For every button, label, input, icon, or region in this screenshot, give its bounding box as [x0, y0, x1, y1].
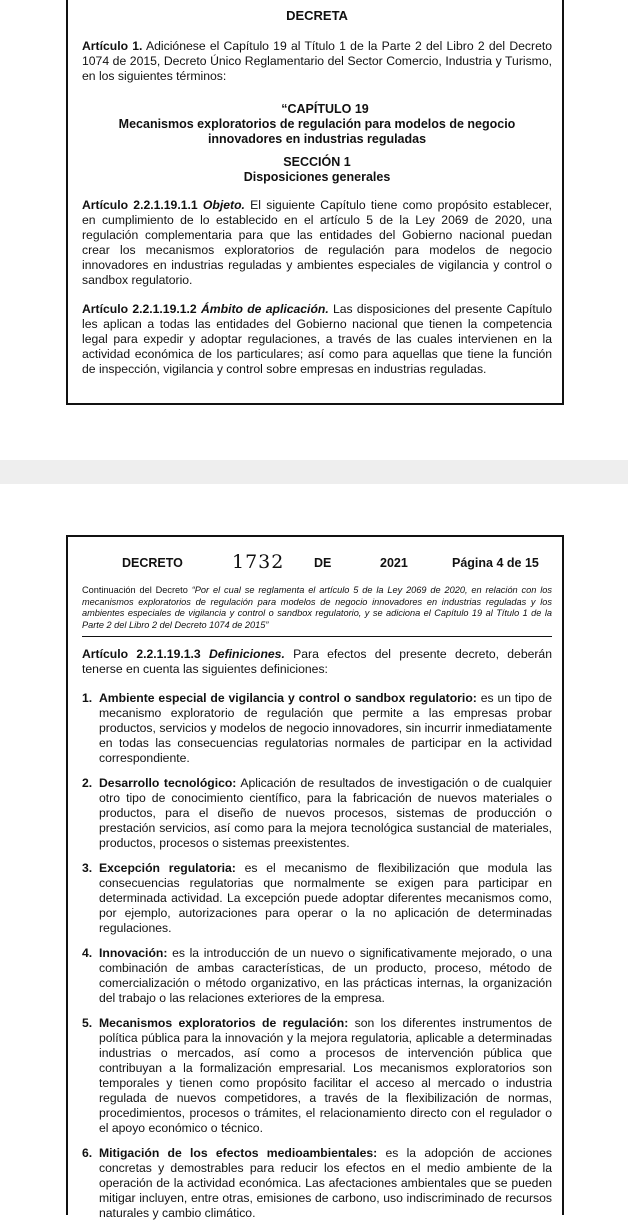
article-1: [82, 39, 552, 84]
article-ambito-text: Las disposiciones del presente Capítulo les aplican a todas las entidades del Gobierno nacional que tienen la competencia legal para expedir y adoptar regulaciones, a través de las cuales intervienen en la actividad económica de los particulares; así como para aquellas que tiene la función de inspección, vigilancia y control sobre empresas en industrias reguladas.: [82, 302, 552, 376]
list-item: [82, 946, 552, 1006]
section-title: SECCIÓN 1: [283, 155, 351, 169]
header-number: 1732: [232, 551, 285, 573]
definition-text: es la introducción de un nuevo o significativamente mejorado, o una combinación de ambas características, de un producto, proceso, método de comercialización o método organizativo, en las prácticas internas, la organización del trabajo o las relaciones exteriores de la empresa.: [99, 946, 552, 1005]
list-item-body: [99, 691, 552, 766]
header-year: 2021: [380, 556, 408, 570]
header-de: DE: [314, 556, 332, 570]
chapter-subtitle: Mecanismos exploratorios de regulación para modelos de negocio innovadores en industrias reguladas: [118, 117, 516, 146]
definition-term: Mecanismos exploratorios de regulación:: [99, 1016, 349, 1030]
article-definiciones-number: Artículo 2.2.1.19.1.3: [82, 647, 201, 661]
page1-content: [82, 8, 552, 377]
document-page-2: [66, 535, 564, 1220]
header-rule: [82, 636, 552, 637]
definition-text: es la adopción de acciones concretas y demostrables para reducir los efectos en el medio ambiente de la operación de la actividad económica. Las afectaciones ambientales que se pueden mitigar incluyen, entre otras, emisiones de carbono, uso indiscriminado de recursos naturales y cambio climático.: [99, 1146, 552, 1220]
chapter-title: “CAPÍTULO 19: [281, 102, 369, 116]
definition-text: es un tipo de mecanismo exploratorio de regulación que permite a las empresas probar productos, servicios y modelos de negocio innovadores, sin incurrir inmediatamente en todas las consecuencias regulatorias normales de participar en la actividad correspondiente.: [99, 691, 553, 765]
definition-term: Mitigación de los efectos medioambientales:: [99, 1146, 378, 1160]
list-item-number: 6.: [82, 1146, 93, 1160]
definition-term: Desarrollo tecnológico:: [99, 776, 237, 790]
list-item-body: [99, 1016, 552, 1136]
list-item: [82, 1146, 552, 1221]
page2-content: [82, 647, 552, 1231]
definition-term: Excepción regulatoria:: [99, 861, 236, 875]
list-item-number: 5.: [82, 1016, 93, 1030]
decreta-heading: DECRETA: [286, 8, 348, 23]
article-1-text: Adiciónese el Capítulo 19 al Título 1 de la Parte 2 del Libro 2 del Decreto 1074 de 2015, Decreto Único Reglamentario del Sector Comercio, Industria y Turismo, en los siguientes términos:: [82, 39, 553, 83]
list-item-body: [99, 946, 552, 1006]
document-page-1: [66, 0, 564, 405]
definition-term: Innovación:: [99, 946, 168, 960]
header-decreto: DECRETO: [122, 556, 183, 570]
article-objeto: [82, 198, 552, 288]
page-gap: [0, 460, 628, 484]
article-definiciones: [82, 647, 552, 677]
article-ambito-name: Ámbito de aplicación.: [200, 302, 329, 316]
list-item-body: [99, 1146, 552, 1221]
article-objeto-number: Artículo 2.2.1.19.1.1: [82, 198, 198, 212]
list-item-number: 3.: [82, 861, 93, 875]
article-1-label: Artículo 1.: [82, 39, 143, 53]
article-objeto-text: El siguiente Capítulo tiene como propósito establecer, en cumplimiento de lo establecido en el artículo 5 de la Ley 2069 de 2020, una regulación complementaria para que las entidades del Gobierno nacional puedan crear los mecanismos exploratorios de regulación para modelos de negocio innovadores en industrias reguladas y ambientes especiales de vigilancia y control o sandbox regulatorio.: [82, 198, 552, 287]
list-item-number: 1.: [82, 691, 93, 705]
article-definiciones-text: Para efectos del presente decreto, deberán tenerse en cuenta las siguientes definiciones:: [82, 647, 552, 676]
article-definiciones-name: Definiciones.: [208, 647, 285, 661]
list-item: [82, 1016, 552, 1136]
definition-text: Aplicación de resultados de investigación o de cualquier otro tipo de conocimiento científico, para la fabricación de nuevos materiales o productos, para el diseño de nuevos procesos, sistemas de producción o prestación servicios, así como para la mejora tecnológica sustancial de materiales, productos, procesos o sistemas preexistentes.: [99, 776, 552, 850]
list-item-number: 4.: [82, 946, 93, 960]
continuation-block: [82, 585, 552, 631]
definition-term: Ambiente especial de vigilancia y control o sandbox regulatorio:: [99, 691, 477, 705]
continuation-text: “Por el cual se reglamenta el artículo 5 de la Ley 2069 de 2020, en relación con los mecanismos exploratorios de regulación para modelos de negocio innovadores en industrias reguladas y los ambientes especiales de vigilancia y control o sandbox regulatorio, y se adiciona el Capítulo 19 al Título 1 de la Parte 2 del Libro 2 del Decreto 1074 de 2015”: [82, 585, 552, 630]
list-item-body: [99, 776, 552, 851]
list-item-body: [99, 861, 552, 936]
article-ambito-number: Artículo 2.2.1.19.1.2: [82, 302, 197, 316]
list-item-number: 2.: [82, 776, 93, 790]
list-item: [82, 776, 552, 851]
article-ambito: [82, 302, 552, 377]
continuation-label: Continuación del Decreto: [82, 585, 188, 595]
list-item: [82, 861, 552, 936]
definition-text: es el mecanismo de flexibilización que modula las consecuencias regulatorias que normalmente se exigen para participar en determinada actividad. La excepción puede adoptar diferentes mecanismos como, por ejemplo, autorizaciones para operar o la no aplicación de determinadas regulaciones.: [99, 861, 553, 935]
section-subtitle: Disposiciones generales: [243, 170, 391, 184]
definition-text: son los diferentes instrumentos de política pública para la innovación y la mejora regulatoria, aplicable a determinadas industrias o mercados, así como a procesos de intervención pública que contribuyan a la formalización empresarial. Los mecanismos exploratorios son temporales y tienen como propósito facilitar el acceso al mercado o industria regulada de nuevos competidores, a través de la flexibilización de normas, procedimientos, procesos o trámites, el relacionamiento directo con el regulador o el apoyo económico o técnico.: [99, 1016, 553, 1135]
article-objeto-name: Objeto.: [202, 198, 245, 212]
continuation-note: [82, 585, 552, 631]
definitions-list: [82, 691, 552, 1221]
list-item: [82, 691, 552, 766]
page-header: [82, 547, 552, 577]
header-page: Página 4 de 15: [452, 556, 539, 570]
